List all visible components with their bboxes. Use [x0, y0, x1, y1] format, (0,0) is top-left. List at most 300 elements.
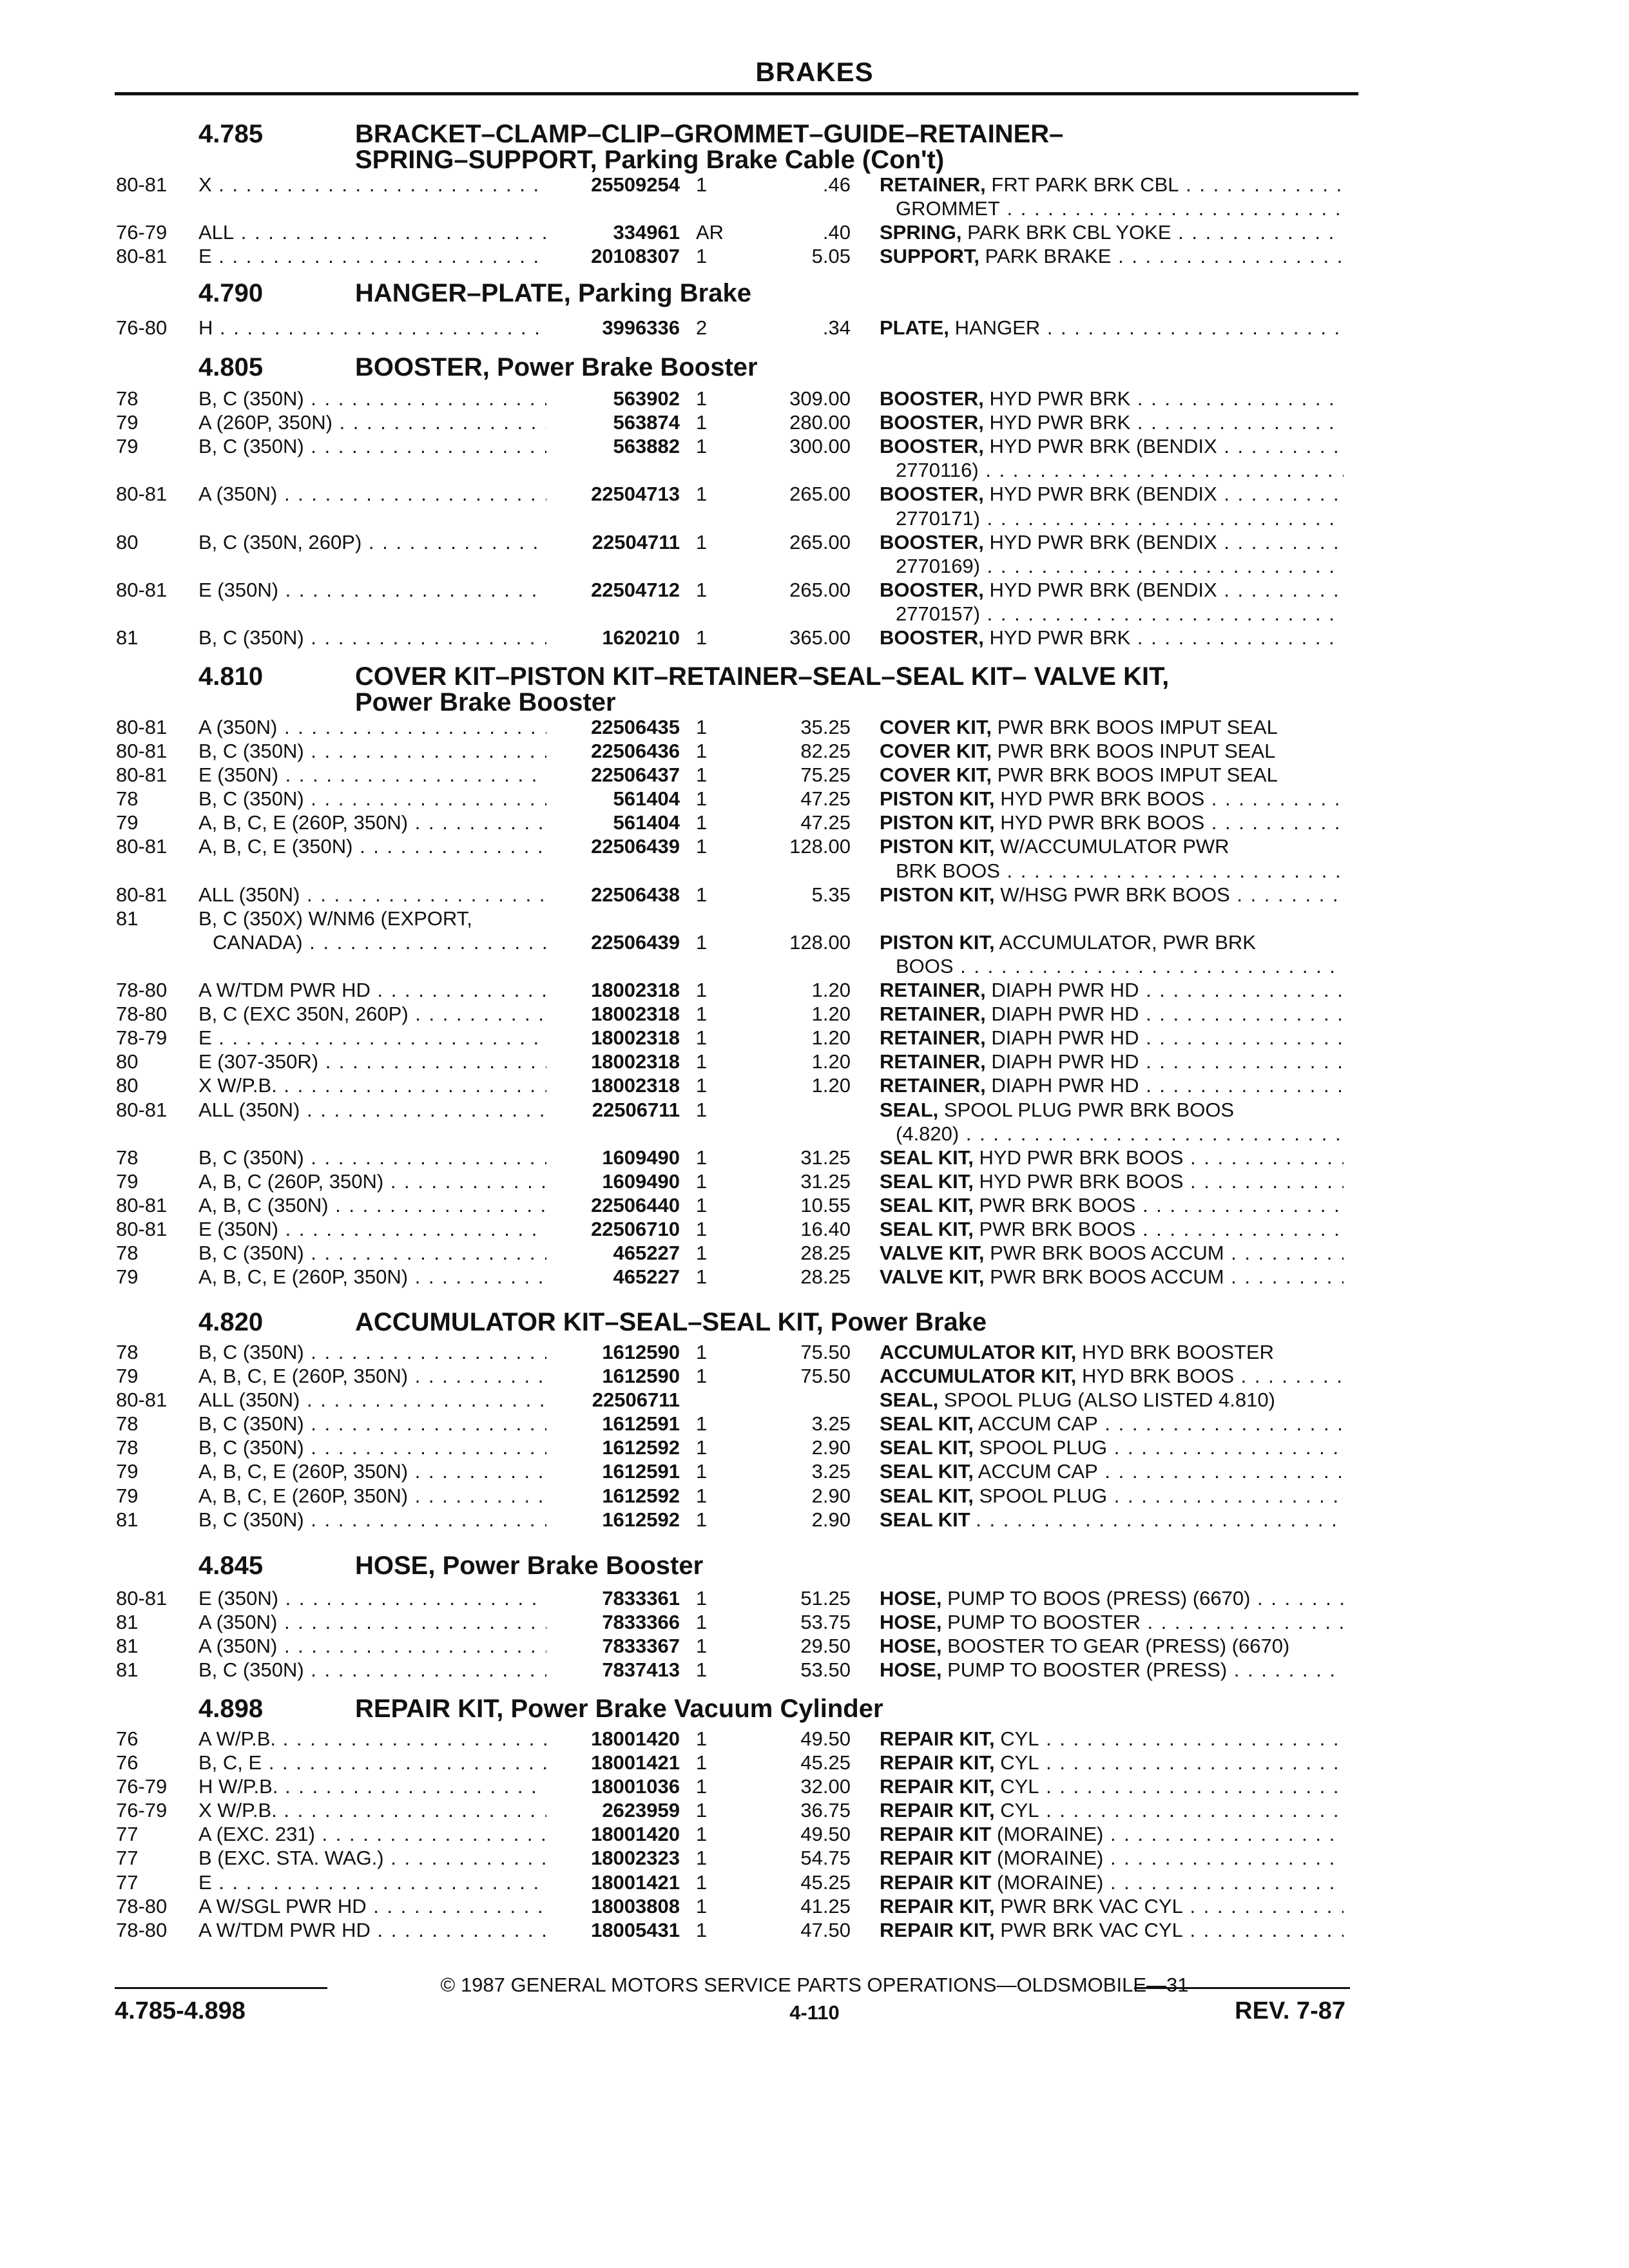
application: B, C (350N, 260P) . . .	[198, 530, 546, 554]
model-year: 76-80	[116, 316, 168, 339]
description-detail: PARK BRAKE	[985, 245, 1112, 267]
table-row	[0, 1894, 1629, 1918]
model-year: 81	[116, 1658, 139, 1681]
quantity: 1	[696, 931, 708, 954]
description-text	[880, 1799, 1344, 1821]
description-detail: SPOOL PLUG (ALSO LISTED 4.810)	[943, 1389, 1275, 1411]
application: E . . .	[198, 1026, 546, 1050]
table-row	[0, 1026, 1629, 1050]
description	[880, 1217, 1344, 1241]
description-noun: BOOSTER,	[880, 483, 984, 505]
model-year: 76-79	[116, 1799, 168, 1821]
description-text	[880, 931, 1256, 954]
price: 2.90	[811, 1436, 851, 1459]
price: 1.20	[811, 1003, 851, 1025]
table-row	[0, 530, 1629, 554]
model-year: 80-81	[116, 173, 168, 196]
footer-section-range: 4.785-4.898	[115, 1997, 246, 2024]
footer-revision: REV. 7-87	[1235, 1997, 1345, 2024]
description-noun: SEAL KIT,	[880, 1146, 974, 1169]
description-noun: BOOSTER,	[880, 579, 984, 601]
quantity: 1	[696, 1146, 708, 1169]
model-year: 80-81	[116, 1218, 168, 1240]
price: 10.55	[800, 1194, 851, 1216]
part-number: 1612590	[602, 1365, 680, 1387]
description	[880, 1436, 1344, 1459]
table-row	[0, 1658, 1629, 1682]
table-row	[0, 1002, 1629, 1026]
model-year: 77	[116, 1871, 139, 1894]
model-year: 78-80	[116, 1895, 168, 1917]
model-year: 76	[116, 1751, 139, 1774]
application: A (350N) . . .	[198, 715, 546, 739]
description	[880, 1918, 1344, 1942]
quantity: 1	[696, 764, 708, 786]
quantity: 1	[696, 1895, 708, 1917]
description	[880, 1484, 1344, 1508]
section-number: 4.805	[198, 353, 264, 381]
application: A, B, C, E (260P, 350N) . . .	[198, 1364, 546, 1388]
quantity: 1	[696, 435, 708, 457]
description-detail: ACCUM CAP	[978, 1460, 1098, 1483]
quantity: 1	[696, 811, 708, 834]
description-detail: PWR BRK BOOS	[979, 1194, 1136, 1216]
model-year: 76	[116, 1727, 139, 1750]
description	[880, 530, 1344, 554]
table-row	[0, 410, 1629, 434]
quantity: 1	[696, 1727, 708, 1750]
description-detail: PWR BRK BOOS ACCUM	[990, 1242, 1224, 1264]
section-number: 4.790	[198, 279, 264, 307]
part-number: 563882	[613, 435, 680, 457]
application: B, C (350N) . . .	[198, 1412, 546, 1436]
model-year: 81	[116, 907, 139, 930]
description	[880, 1146, 1344, 1169]
description	[880, 1610, 1344, 1634]
section-title	[355, 1696, 1367, 1722]
table-row	[0, 1459, 1629, 1483]
application: A (260P, 350N) . . .	[198, 410, 546, 434]
application: ALL . . .	[198, 220, 546, 244]
model-year: 76-79	[116, 221, 168, 244]
model-year: 80-81	[116, 245, 168, 267]
price: 3.25	[811, 1460, 851, 1483]
description-detail: HYD BRK BOOSTER	[1082, 1341, 1275, 1363]
quantity: 1	[696, 1341, 708, 1363]
description-detail: DIAPH PWR HD	[991, 979, 1139, 1001]
price: 49.50	[800, 1727, 851, 1750]
description-noun: REPAIR KIT,	[880, 1727, 995, 1750]
part-number: 1612592	[602, 1485, 680, 1507]
table-row	[0, 578, 1629, 602]
description-noun: REPAIR KIT,	[880, 1919, 995, 1941]
description	[880, 173, 1344, 197]
table-row	[0, 1169, 1629, 1193]
part-number: 1612592	[602, 1436, 680, 1459]
description-text	[880, 1341, 1274, 1363]
model-year: 77	[116, 1823, 139, 1845]
description-text	[880, 740, 1275, 762]
price: 51.25	[800, 1587, 851, 1610]
price: 36.75	[800, 1799, 851, 1821]
description	[880, 1050, 1344, 1073]
model-year: 78-80	[116, 1919, 168, 1941]
application: A (350N) . . .	[198, 482, 546, 506]
model-year: 79	[116, 811, 139, 834]
description-noun: REPAIR KIT	[880, 1871, 992, 1894]
part-number: 7833361	[602, 1587, 680, 1610]
table-row	[0, 1388, 1629, 1412]
description	[880, 930, 1344, 954]
price: .40	[822, 221, 851, 244]
description	[880, 763, 1344, 787]
part-number: 465227	[613, 1265, 680, 1288]
table-row	[0, 1073, 1629, 1097]
description-noun: SEAL,	[880, 1389, 939, 1411]
table-row	[0, 739, 1629, 763]
table-row-continued	[0, 930, 1629, 954]
section-title-line: HOSE, Power Brake Booster	[355, 1552, 704, 1580]
part-number: 18005431	[591, 1919, 680, 1941]
model-year: 80-81	[116, 764, 168, 786]
part-number: 1612591	[602, 1460, 680, 1483]
description-noun: RETAINER,	[880, 1026, 986, 1049]
price: 1.20	[811, 1026, 851, 1049]
description-noun: SEAL KIT,	[880, 1436, 974, 1459]
part-number: 22506440	[591, 1194, 680, 1216]
price: 1.20	[811, 1050, 851, 1073]
description-text	[880, 387, 1344, 410]
application: B (EXC. STA. WAG.) . . .	[198, 1846, 546, 1870]
description-detail: HYD BRK BOOS	[1082, 1365, 1235, 1387]
description-text	[880, 1265, 1344, 1288]
part-number: 563902	[613, 387, 680, 410]
description	[880, 578, 1344, 602]
part-number: 22504711	[592, 531, 680, 553]
part-number: 22506439	[591, 835, 680, 858]
quantity: 1	[696, 1611, 708, 1633]
application: A, B, C, E (350N) . . .	[198, 834, 546, 858]
application: E . . .	[198, 1870, 546, 1894]
price: 31.25	[800, 1146, 851, 1169]
quantity: 1	[696, 1436, 708, 1459]
description-noun: ACCUMULATOR KIT,	[880, 1365, 1077, 1387]
price: 47.25	[800, 787, 851, 810]
description-text	[880, 1026, 1344, 1049]
table-row	[0, 173, 1629, 197]
description-text	[880, 1074, 1344, 1097]
description-text	[880, 411, 1344, 434]
description	[880, 1658, 1344, 1682]
description-detail: CYL	[1000, 1775, 1039, 1798]
description	[880, 482, 1344, 506]
table-row	[0, 1241, 1629, 1265]
price: 53.50	[800, 1658, 851, 1681]
description-text	[880, 1508, 1344, 1531]
description-continued: 2770116) . . .	[896, 458, 1344, 482]
quantity: 1	[696, 245, 708, 267]
part-number: 22506437	[591, 764, 680, 786]
section-title	[355, 354, 1367, 380]
part-number: 18002318	[591, 1050, 680, 1073]
description	[880, 1340, 1344, 1364]
description-noun: SEAL KIT,	[880, 1412, 974, 1435]
description-detail: DIAPH PWR HD	[991, 1003, 1139, 1025]
table-row	[0, 482, 1629, 506]
table-row	[0, 434, 1629, 458]
model-year: 78	[116, 1146, 139, 1169]
application: E (350N) . . .	[198, 1217, 546, 1241]
model-year: 80-81	[116, 1587, 168, 1610]
description-noun: BOOSTER,	[880, 626, 984, 649]
application: A W/TDM PWR HD . . .	[198, 1918, 546, 1942]
description	[880, 1265, 1344, 1289]
description-text	[880, 1587, 1344, 1610]
application: A, B, C (350N) . . .	[198, 1193, 546, 1217]
description	[880, 1388, 1344, 1412]
price: 280.00	[789, 411, 851, 434]
footer-page-number: 4-110	[789, 2001, 840, 2024]
description-continued: 2770169) . . .	[896, 554, 1344, 578]
quantity: 1	[696, 835, 708, 858]
description-noun: RETAINER,	[880, 173, 986, 196]
quantity: 1	[696, 1799, 708, 1821]
application: B, C (350N) . . .	[198, 787, 546, 811]
description-detail: PWR BRK BOOS IMPUT SEAL	[997, 716, 1278, 738]
description-detail: DIAPH PWR HD	[991, 1050, 1139, 1073]
description-detail: HANGER	[954, 316, 1041, 339]
description	[880, 410, 1344, 434]
model-year: 81	[116, 626, 139, 649]
table-row	[0, 1774, 1629, 1798]
price: 45.25	[800, 1871, 851, 1894]
description-continued: BOOS . . .	[896, 954, 1344, 978]
part-number: 18002318	[591, 1074, 680, 1097]
price: 265.00	[789, 483, 851, 505]
price: 128.00	[789, 931, 851, 954]
section-title	[355, 1309, 1367, 1335]
table-row	[0, 1436, 1629, 1459]
price: 1.20	[811, 979, 851, 1001]
description-noun: REPAIR KIT,	[880, 1775, 995, 1798]
price: 28.25	[800, 1242, 851, 1264]
price: 365.00	[789, 626, 851, 649]
price: 5.35	[811, 883, 851, 906]
table-row	[0, 244, 1629, 268]
description-detail: ACCUMULATOR, PWR BRK	[999, 931, 1256, 954]
description-noun: COVER KIT,	[880, 764, 992, 786]
section-title-line: BRACKET–CLAMP–CLIP–GROMMET–GUIDE–RETAINER–	[355, 120, 1064, 148]
description	[880, 1026, 1344, 1050]
part-number: 22506439	[591, 931, 680, 954]
description-noun: SUPPORT,	[880, 245, 980, 267]
application: B, C (350N) . . .	[198, 1241, 546, 1265]
section-number: 4.845	[198, 1552, 264, 1580]
part-number: 3996336	[602, 316, 680, 339]
quantity: 1	[696, 1775, 708, 1798]
price: 3.25	[811, 1412, 851, 1435]
quantity: 1	[696, 1751, 708, 1774]
description	[880, 1412, 1344, 1436]
table-row	[0, 1610, 1629, 1634]
description-noun: RETAINER,	[880, 979, 986, 1001]
part-number: 20108307	[591, 245, 680, 267]
description-text	[880, 1919, 1344, 1941]
description-detail: PARK BRK CBL YOKE	[967, 221, 1171, 244]
price: 35.25	[800, 716, 851, 738]
price: 75.25	[800, 764, 851, 786]
application: E (350N) . . .	[198, 578, 546, 602]
description-detail: HYD PWR BRK (BENDIX	[989, 579, 1217, 601]
table-row	[0, 1050, 1629, 1073]
table-row	[0, 1146, 1629, 1169]
description-text	[880, 626, 1344, 649]
description	[880, 1634, 1344, 1658]
application: E . . .	[198, 244, 546, 268]
part-number: 18001036	[591, 1775, 680, 1798]
price: 28.25	[800, 1265, 851, 1288]
description-text	[880, 1727, 1344, 1750]
part-number: 25509254	[591, 173, 680, 196]
section-title	[355, 121, 1367, 173]
description	[880, 626, 1344, 649]
application: A W/SGL PWR HD . . .	[198, 1894, 546, 1918]
description-noun: SEAL KIT	[880, 1508, 970, 1531]
table-row	[0, 763, 1629, 787]
model-year: 80-81	[116, 835, 168, 858]
description-noun: REPAIR KIT,	[880, 1751, 995, 1774]
description	[880, 1751, 1344, 1774]
description-continued: BRK BOOS . . .	[896, 859, 1344, 883]
quantity: 1	[696, 1919, 708, 1941]
part-number: 22506710	[591, 1218, 680, 1240]
description-noun: PISTON KIT,	[880, 787, 995, 810]
description	[880, 811, 1344, 834]
quantity: 1	[696, 1485, 708, 1507]
part-number: 561404	[613, 811, 680, 834]
description-continued: (4.820) . . .	[896, 1122, 1344, 1146]
part-number: 22506435	[591, 716, 680, 738]
quantity: 1	[696, 740, 708, 762]
application: X W/P.B. . . .	[198, 1073, 546, 1097]
table-row	[0, 1412, 1629, 1436]
application: B, C (350N) . . .	[198, 434, 546, 458]
description-text	[880, 1823, 1344, 1845]
application: E (350N) . . .	[198, 1586, 546, 1610]
description-noun: SPRING,	[880, 221, 962, 244]
model-year: 80-81	[116, 1099, 168, 1121]
quantity: 1	[696, 1170, 708, 1193]
table-row	[0, 1484, 1629, 1508]
quantity: 1	[696, 1365, 708, 1387]
description-text	[880, 1658, 1344, 1681]
quantity: 1	[696, 1658, 708, 1681]
model-year: 79	[116, 1485, 139, 1507]
price: 2.90	[811, 1508, 851, 1531]
model-year: 81	[116, 1635, 139, 1657]
part-number: 22506711	[592, 1389, 680, 1411]
description	[880, 715, 1344, 739]
quantity: 1	[696, 1635, 708, 1657]
price: .34	[822, 316, 851, 339]
description-detail: HYD PWR BRK (BENDIX	[989, 483, 1217, 505]
quantity: 1	[696, 1508, 708, 1531]
description-text	[880, 1218, 1344, 1240]
quantity: 1	[696, 1099, 708, 1121]
application: A, B, C, E (260P, 350N) . . .	[198, 1459, 546, 1483]
description	[880, 1098, 1344, 1122]
description-noun: PISTON KIT,	[880, 811, 995, 834]
table-row	[0, 1822, 1629, 1846]
description-text	[880, 1751, 1344, 1774]
price: 1.20	[811, 1074, 851, 1097]
model-year: 78	[116, 1436, 139, 1459]
model-year: 77	[116, 1847, 139, 1869]
description-noun: VALVE KIT,	[880, 1265, 985, 1288]
section-title-line: BOOSTER, Power Brake Booster	[355, 353, 758, 381]
model-year: 79	[116, 1170, 139, 1193]
description-detail: W/HSG PWR BRK BOOS	[1000, 883, 1230, 906]
description-noun: BOOSTER,	[880, 435, 984, 457]
description-text	[880, 835, 1229, 858]
part-number: 1612592	[602, 1508, 680, 1531]
model-year: 80-81	[116, 716, 168, 738]
description	[880, 739, 1344, 763]
table-row	[0, 220, 1629, 244]
part-number: 18001420	[591, 1823, 680, 1845]
quantity: 1	[696, 1412, 708, 1435]
application: A (350N) . . .	[198, 1634, 546, 1658]
application: B, C (350N) . . .	[198, 1658, 546, 1682]
description	[880, 387, 1344, 410]
quantity: 1	[696, 483, 708, 505]
description-text	[880, 245, 1344, 267]
description-detail: PWR BRK VAC CYL	[1000, 1919, 1183, 1941]
description-text	[880, 221, 1344, 244]
model-year: 80	[116, 1074, 139, 1097]
description-text	[880, 1485, 1344, 1507]
description-text	[880, 1847, 1344, 1869]
table-row	[0, 1586, 1629, 1610]
description-detail: ACCUM CAP	[978, 1412, 1098, 1435]
description-noun: ACCUMULATOR KIT,	[880, 1341, 1077, 1363]
description-noun: RETAINER,	[880, 1074, 986, 1097]
application: B, C (350N) . . .	[198, 387, 546, 410]
description	[880, 220, 1344, 244]
description-detail: DIAPH PWR HD	[991, 1074, 1139, 1097]
table-row	[0, 1751, 1629, 1774]
description	[880, 1073, 1344, 1097]
description-detail: HYD PWR BRK BOOS	[979, 1170, 1184, 1193]
section-number: 4.785	[198, 120, 264, 148]
part-number: 1620210	[602, 626, 680, 649]
table-row	[0, 1340, 1629, 1364]
price: 49.50	[800, 1823, 851, 1845]
model-year: 79	[116, 1460, 139, 1483]
description	[880, 1586, 1344, 1610]
table-row	[0, 907, 1629, 930]
description-noun: HOSE,	[880, 1611, 942, 1633]
part-number: 18001421	[591, 1871, 680, 1894]
description	[880, 1002, 1344, 1026]
application: B, C (350N) . . .	[198, 1436, 546, 1459]
model-year: 81	[116, 1611, 139, 1633]
model-year: 80-81	[116, 483, 168, 505]
model-year: 78	[116, 1412, 139, 1435]
quantity: 1	[696, 1265, 708, 1288]
model-year: 80-81	[116, 740, 168, 762]
page-title: BRAKES	[755, 57, 874, 87]
